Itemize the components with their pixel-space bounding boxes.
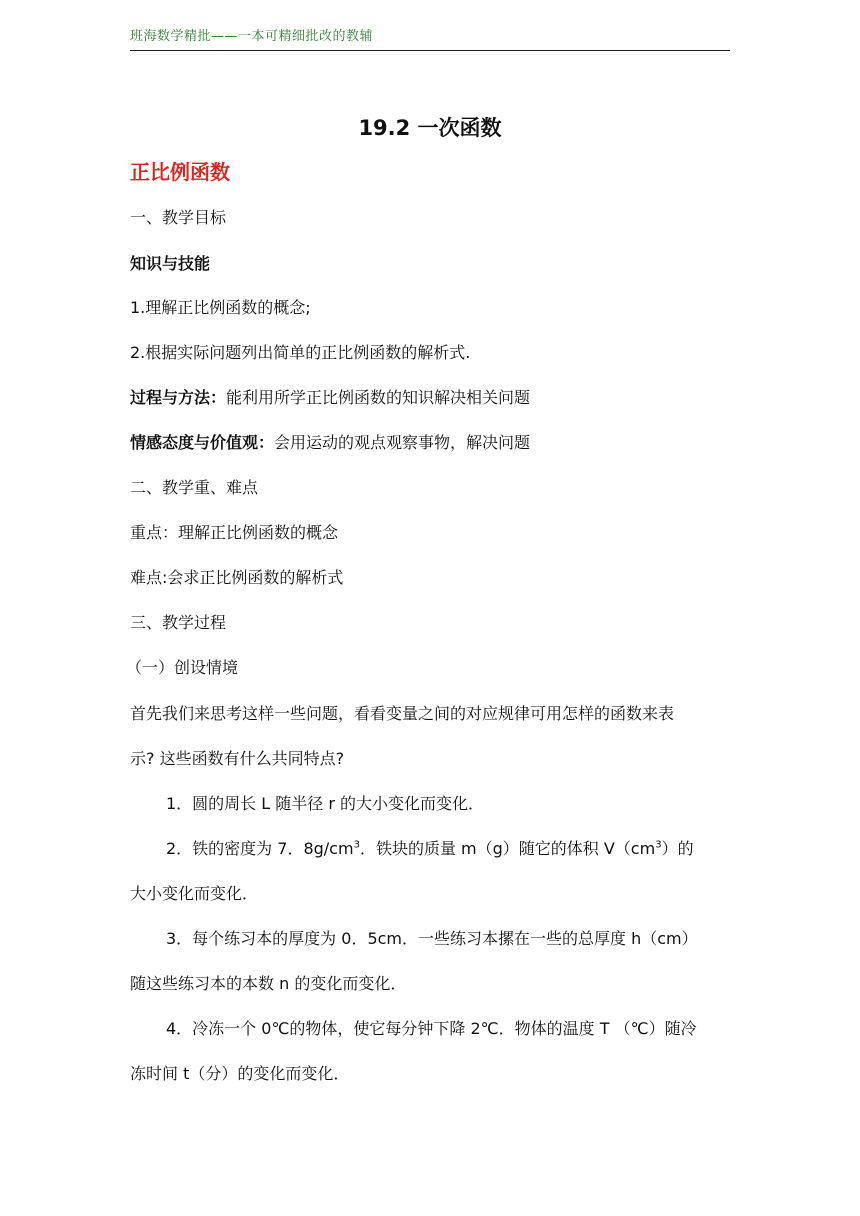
example-item-4-line-2: 冻时间 t（分）的变化而变化． xyxy=(130,1064,350,1083)
process-sub-heading: （一）创设情境 xyxy=(126,658,239,677)
example-item-2-line-1 xyxy=(166,836,730,862)
example-item-3-line-2: 随这些练习本的本数 n 的变化而变化． xyxy=(130,974,407,993)
item2-part1: 2．铁的密度为 7．8g/cm xyxy=(166,839,354,858)
section-title: 正比例函数 xyxy=(130,160,230,184)
example-item-2-line-2: 大小变化而变化． xyxy=(130,884,259,903)
knowledge-heading: 知识与技能 xyxy=(130,254,211,273)
knowledge-item-1: 1.理解正比例函数的概念; xyxy=(130,298,311,317)
header-text: 班海数学精批——一本可精细批改的教辅 xyxy=(130,29,374,44)
example-item-4-line-1: 4．冷冻一个 0℃的物体，使它每分钟下降 2℃．物体的温度 T （℃）随冷 xyxy=(166,1019,697,1038)
example-item-3-line-1: 3．每个练习本的厚度为 0．5cm．一些练习本摞在一些的总厚度 h（cm） xyxy=(166,929,698,948)
example-item-1: 1．圆的周长 L 随半径 r 的大小变化而变化． xyxy=(166,794,485,813)
goals-heading: 一、教学目标 xyxy=(130,208,227,227)
key-points-heading: 二、教学重、难点 xyxy=(130,478,259,497)
intro-line-2: 示? 这些函数有什么共同特点? xyxy=(130,749,345,768)
attitude-text: 会用运动的观点观察事物，解决问题 xyxy=(274,433,531,452)
key-point: 重点：理解正比例函数的概念 xyxy=(130,523,339,542)
difficulty-point: 难点:会求正比例函数的解析式 xyxy=(130,568,344,587)
knowledge-item-2: 2.根据实际问题列出简单的正比例函数的解析式. xyxy=(130,343,471,362)
process-method-label: 过程与方法： xyxy=(130,388,227,407)
item2-superscript-1: 3 xyxy=(353,839,360,851)
item2-superscript-2: 3 xyxy=(655,839,662,851)
document-title: 19.2 一次函数 xyxy=(358,116,502,140)
intro-line-1: 首先我们来思考这样一些问题，看看变量之间的对应规律可用怎样的函数来表 xyxy=(130,704,675,723)
process-method-text: 能利用所学正比例函数的知识解决相关问题 xyxy=(226,388,531,407)
page-header xyxy=(130,27,730,51)
item2-part2: ．铁块的质量 m（g）随它的体积 V（cm xyxy=(359,839,656,858)
process-method-line xyxy=(130,385,730,411)
attitude-label: 情感态度与价值观： xyxy=(130,433,275,452)
attitude-line xyxy=(130,430,730,456)
process-heading: 三、教学过程 xyxy=(130,613,227,632)
item2-part3: ）的 xyxy=(661,839,694,858)
